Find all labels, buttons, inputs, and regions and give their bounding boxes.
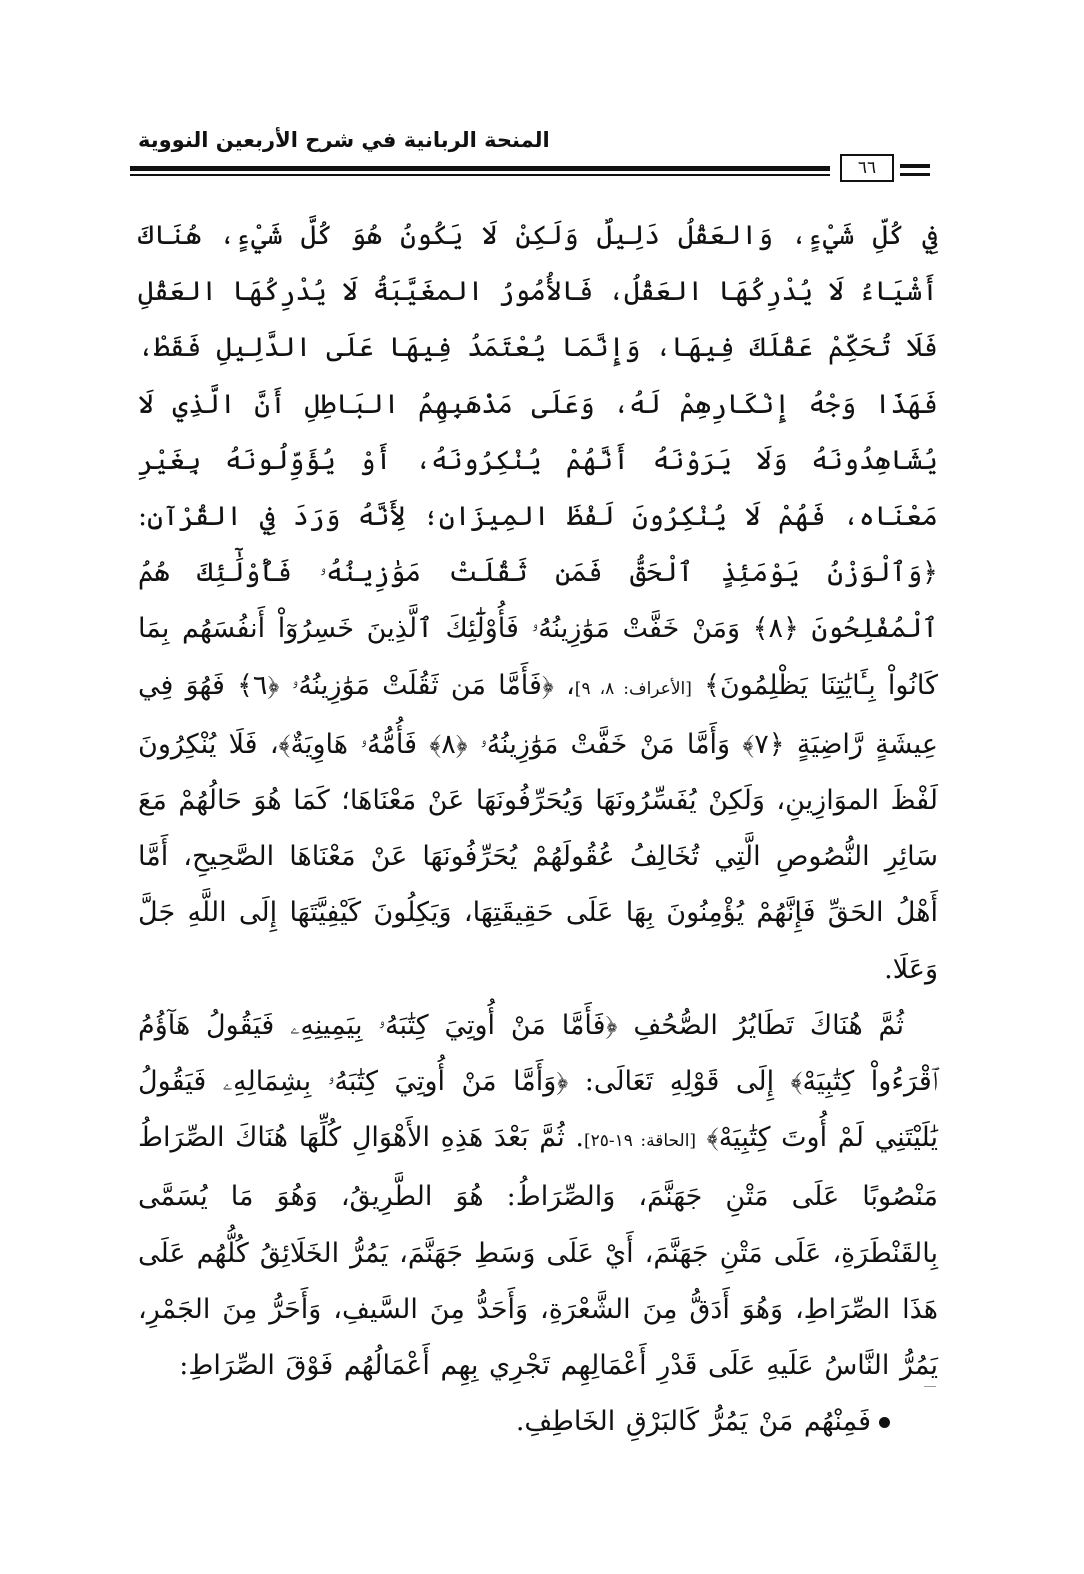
page-body [138, 208, 938, 1450]
bullet-item [138, 1394, 938, 1450]
bullet-dot-icon [879, 1417, 890, 1428]
paragraph-text: فِي كُلِّ شَيْءٍ، وَالعَقْلُ دَلِيلٌ وَلَكِنْ لَا يَكُونُ هُوَ كُلَّ شَيْءٍ، هُنَاكَ أَشْيَاءُ لَا يُدْرِكُهَا العَقْلُ، فَالأُمُورُ المغَيَّبَةُ لَا يُدْرِكُهَا العَقْلِ فَلَا تُحَكِّمْ عَقْلَكَ فِيهَا، وَإِنَّمَا يُعْتَمَدُ فِيهَا عَلَى الدَّلِيلِ فَقَطْ، فَهَذَا وَجْهُ إِنْكَارِهِمْ لَهُ، وَعَلَى مَذْهَبِهِمُ البَاطِلِ أَنَّ الَّذِي لَا يُشَاهِدُونَهُ وَلَا يَرَوْنَهُ أَنَّهُمْ يُنْكِرُونَهُ، أَوْ يُؤَوِّلُونَهُ بِغَيْرِ مَعْنَاه، فَهُمْ لَا يُنْكِرُونَ لَفْظَ المِيزَانِ؛ لِأَنَّهُ وَرَدَ فِي القُرْآنِ: ﴿وَٱلْوَزْنُ يَوْمَئِذٍ ٱلْحَقُّ فَمَن ثَقُلَتْ مَوَٰزِينُهُۥ فَأُوْلَٰٓئِكَ هُمُ ٱلْمُفْلِحُونَ ﴿٨﴾ وَمَنْ خَفَّتْ مَوَٰزِينُهُۥ فَأُوْلَٰٓئِكَ ٱلَّذِينَ خَسِرُوٓاْ أَنفُسَهُم بِمَا كَانُواْ بِـَٔايَٰتِنَا يَظْلِمُونَ﴾ [138, 220, 939, 701]
header-rule-thin [130, 174, 830, 176]
paragraph-text: ثُمَّ هُنَاكَ تَطَايُرُ الصُّحُفِ ﴿فَأَمَّا مَنْ أُوتِيَ كِتَٰبَهُۥ بِيَمِينِهِۦ فَيَقُولُ هَآؤُمُ ٱقْرَءُواْ كِتَٰبِيَهْ﴾ إِلَى قَوْلِهِ تَعَالَى: ﴿وَأَمَّا مَنْ أُوتِيَ كِتَٰبَهُۥ بِشِمَالِهِۦ فَيَقُولُ يَٰلَيْتَنِي لَمْ أُوتَ كِتَٰبِيَهْ﴾ [138, 1009, 938, 1154]
paragraph-text: ، ﴿فَأَمَّا مَن ثَقُلَتْ مَوَٰزِينُهُۥ ﴿٦﴾ فَهُوَ فِي عِيشَةٍ رَّاضِيَةٍ ﴿٧﴾ وَأَمَّا مَنْ خَفَّتْ مَوَٰزِينُهُۥ ﴿٨﴾ فَأُمُّهُۥ هَاوِيَةٌ﴾، فَلَا يُنْكِرُونَ لَفْظَ الموَازِينِ، وَلَكِنْ يُفَسِّرُونَهَا وَيُحَرِّفُونَهَا عَنْ مَعْنَاهَا؛ كَمَا هُوَ حَالُهُمْ مَعَ سَائِرِ النُّصُوصِ الَّتِي تُخَالِفُ عُقُولَهُمْ يُحَرِّفُونَهَا عَنْ مَعْنَاهَا الصَّحِيحِ، أَمَّا أَهْلُ الحَقِّ فَإِنَّهُمْ يُؤْمِنُونَ بِهَا عَلَى حَقِيقَتِهَا، وَيَكِلُونَ كَيْفِيَّتَهَا إِلَى اللَّهِ جَلَّ وَعَلَا. [138, 669, 938, 985]
paragraph-text: . ثُمَّ بَعْدَ هَذِهِ الأَهْوَالِ كُلِّهَا هُنَاكَ الصِّرَاطُ مَنْصُوبًا عَلَى مَتْنِ جَهَنَّمَ، وَالصِّرَاطُ: هُوَ الطَّرِيقُ، وَهُوَ مَا يُسَمَّى بِالقَنْطَرَةِ، عَلَى مَتْنِ جَهَنَّمَ، أَيْ عَلَى وَسَطِ جَهَنَّمَ، يَمُرُّ الخَلَائِقُ كُلُّهُم عَلَى هَذَا الصِّرَاطِ، وَهُوَ أَدَقُّ مِنَ الشَّعْرَةِ، وَأَحَدُّ مِنَ السَّيفِ، وَأَحَرُّ مِنَ الجَمْرِ، يَمُرُّ النَّاسُ عَلَيهِ عَلَى قَدْرِ أَعْمَالِهِم تَجْرِي بِهِم أَعْمَالُهُم فَوْقَ الصِّرَاطِ: [138, 1122, 938, 1382]
page-number: ٦٦ [840, 154, 894, 182]
page-header [130, 128, 930, 180]
verse-reference: [الحاقة: ١٩-٢٥] [584, 1131, 697, 1152]
running-title: المنحة الربانية في شرح الأربعين النووية [138, 128, 550, 152]
page-number-rule-top [900, 164, 930, 168]
verse-reference: [الأعراف: ٨، ٩] [574, 678, 692, 699]
header-rule-thick [130, 166, 830, 171]
page-number-rule-bottom [900, 173, 930, 176]
scan-mark [924, 1386, 936, 1387]
bullet-text: فَمِنْهُم مَنْ يَمُرُّ كَالبَرْقِ الخَاطِفِ. [515, 1406, 871, 1438]
paragraph-sirat [138, 998, 938, 1394]
paragraph-mizan [138, 208, 938, 998]
